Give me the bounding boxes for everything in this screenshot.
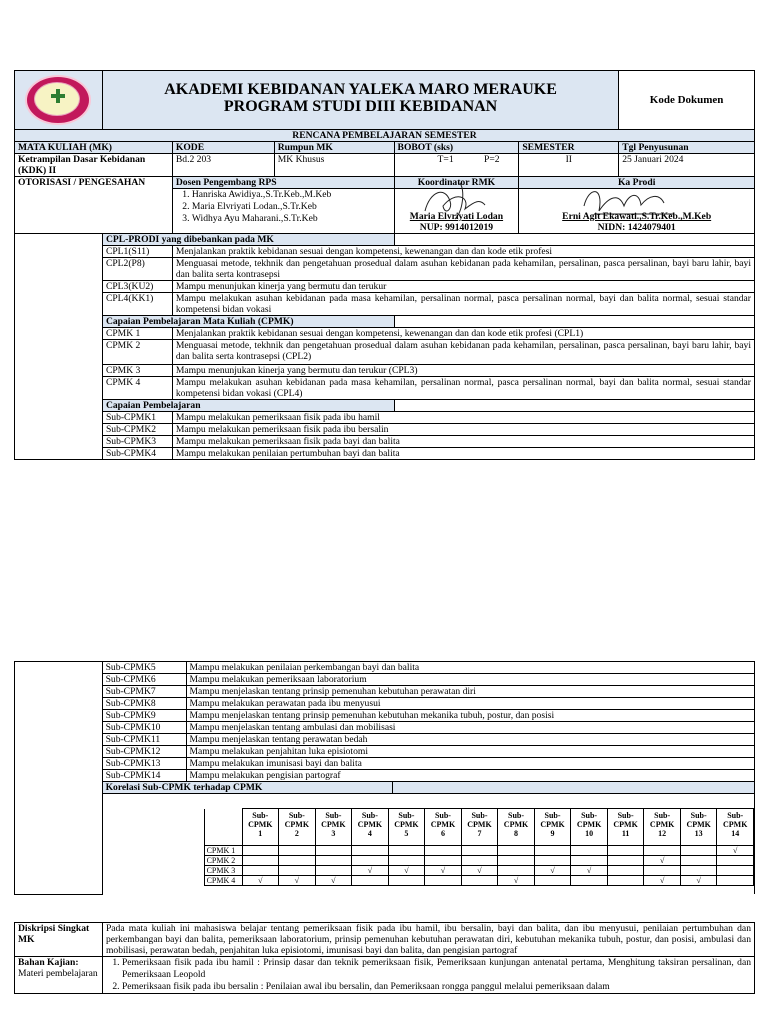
subcpmk-code: Sub-CPMK8 [102, 698, 186, 710]
subcpmk-code: Sub-CPMK1 [102, 412, 172, 424]
korelasi-cell [425, 866, 462, 876]
korelasi-cell [315, 856, 352, 866]
bahan-item: 2. Pemeriksaan fisik pada ibu bersalin : Penilaian awal ibu bersalin, dan Pemeriksaan rongga panggul melalui pemeriksaan dalam [122, 981, 751, 993]
check-icon: √ [294, 876, 300, 885]
dosen-item: 3. Widhya Ayu Maharani.,S.Tr.Keb [192, 213, 391, 225]
course-code: Bd.2 203 [172, 154, 274, 177]
korelasi-cell [498, 846, 535, 856]
korelasi-cell [534, 856, 571, 866]
korelasi-col-header: Sub- CPMK 13 [680, 809, 717, 846]
subcpmk-text: Mampu menjelaskan tentang ambulasi dan mobilisasi [186, 722, 754, 734]
cpl-text: Mampu menunjukan kinerja yang bermutu dan terukur [172, 281, 754, 293]
korelasi-row [204, 866, 753, 876]
check-icon: √ [440, 866, 446, 875]
korelasi-cell [571, 866, 608, 876]
cpmk-text: Mampu melakukan asuhan kebidanan pada masa kehamilan, persalinan normal, pasca persalinan normal, bayi dan balita normal, sesuai standar kompetensi bidan vokasi (CPL4) [172, 377, 754, 400]
korelasi-cell [242, 846, 279, 856]
doc-code-label: Kode Dokumen [619, 71, 755, 130]
korelasi-heading: Korelasi Sub-CPMK terhadap CPMK [103, 782, 393, 793]
korelasi-cell [425, 856, 462, 866]
subcpmk-code: Sub-CPMK14 [102, 770, 186, 782]
bobot-p: P=2 [484, 154, 500, 165]
korelasi-col-header: Sub- CPMK 14 [717, 809, 754, 846]
korelasi-cell [279, 866, 316, 876]
subcpmk-text: Mampu melakukan penjahitan luka episiotomi [186, 746, 754, 758]
korelasi-cell [352, 846, 389, 856]
korelasi-cell [717, 846, 754, 856]
dosen-list [176, 189, 391, 225]
korelasi-cell [279, 876, 316, 886]
left-blank-column [15, 234, 103, 460]
korelasi-cell [279, 846, 316, 856]
cpmk-code: CPMK 4 [102, 377, 172, 400]
subcpmk-text: Mampu melakukan imunisasi bayi dan balita [186, 758, 754, 770]
koordinator-name-block [395, 211, 519, 233]
korelasi-cell [315, 866, 352, 876]
subcpmk-text: Mampu melakukan pemeriksaan laboratorium [186, 674, 754, 686]
korelasi-cell [461, 846, 498, 856]
dosen-item: 1. Hanriska Awidiya.,S.Tr.Keb.,M.Keb [192, 189, 391, 201]
korelasi-col-header: Sub- CPMK 4 [352, 809, 389, 846]
korelasi-col-header: Sub- CPMK 7 [461, 809, 498, 846]
cpmk-code: CPMK 2 [102, 340, 172, 365]
korelasi-col-header: Sub- CPMK 10 [571, 809, 608, 846]
label-kode: KODE [172, 142, 274, 154]
dosen-item: 2. Maria Elvriyati Lodan.,S.Tr.Keb [192, 201, 391, 213]
korelasi-cell [644, 876, 681, 886]
korelasi-cell [534, 866, 571, 876]
subcpmk-code: Sub-CPMK2 [102, 424, 172, 436]
korelasi-row-label: CPMK 2 [204, 856, 242, 866]
label-tgl: Tgl Penyusunan [619, 142, 755, 154]
korelasi-col-header: Sub- CPMK 6 [425, 809, 462, 846]
bobot-t: T=1 [437, 154, 454, 165]
subcpmk-code: Sub-CPMK6 [102, 674, 186, 686]
korelasi-row [204, 846, 753, 856]
subcpmk-code: Sub-CPMK11 [102, 734, 186, 746]
check-icon: √ [659, 856, 665, 865]
korelasi-cell [607, 876, 644, 886]
kaprodi-label: Ka Prodi [519, 177, 755, 189]
check-icon: √ [513, 876, 519, 885]
korelasi-cell [680, 876, 717, 886]
dosen-label: Dosen Pengembang RPS [172, 177, 394, 189]
left-blank-column [15, 662, 103, 895]
subcpmk-text: Mampu melakukan pemeriksaan fisik pada ibu bersalin [172, 424, 754, 436]
korelasi-cell [352, 876, 389, 886]
subcpmk-text: Mampu menjelaskan tentang perawatan bedah [186, 734, 754, 746]
korelasi-cell [680, 866, 717, 876]
subcpmk-code: Sub-CPMK12 [102, 746, 186, 758]
otorisasi-label: OTORISASI / PENGESAHAN [15, 177, 173, 234]
korelasi-row [204, 876, 753, 886]
korelasi-header-row [204, 809, 753, 846]
cpmk-heading: Capaian Pembelajaran Mata Kuliah (CPMK) [102, 316, 394, 328]
cpl-code: CPL4(KK1) [102, 293, 172, 316]
korelasi-cell [388, 846, 425, 856]
bahan-label-cell [15, 957, 103, 994]
korelasi-col-header: Sub- CPMK 9 [534, 809, 571, 846]
korelasi-matrix-cell [102, 794, 754, 895]
bahan-sublabel: Materi pembelajaran [18, 968, 98, 979]
korelasi-col-header: Sub- CPMK 2 [279, 809, 316, 846]
korelasi-cell [498, 856, 535, 866]
subcpmk-text: Mampu melakukan perawatan pada ibu menyusui [186, 698, 754, 710]
korelasi-cell [717, 856, 754, 866]
korelasi-cell [242, 876, 279, 886]
check-icon: √ [477, 866, 482, 875]
cpl-code: CPL2(P8) [102, 258, 172, 281]
korelasi-cell [242, 856, 279, 866]
korelasi-cell [425, 846, 462, 856]
label-rumpun: Rumpun MK [274, 142, 394, 154]
subcpmk-text: Mampu melakukan pengisian partograf [186, 770, 754, 782]
korelasi-cell [461, 856, 498, 866]
logo-cell [15, 71, 103, 130]
cpmk-text: Mampu menunjukan kinerja yang bermutu dan terukur (CPL3) [172, 365, 754, 377]
cpl-text: Mampu melakukan asuhan kebidanan pada masa kehamilan, persalinan normal, pasca persalinan normal, bayi dan balita normal, sesuai standar kompetensi bidan vokasi [172, 293, 754, 316]
korelasi-cell [717, 876, 754, 886]
koordinator-label: Koordinator RMK [394, 177, 519, 189]
deskripsi-label: Diskripsi Singkat MK [15, 923, 103, 957]
check-icon: √ [331, 876, 336, 885]
korelasi-cell [461, 866, 498, 876]
kaprodi-name: Erni Agit Ekawati.,S.Tr.Keb.,M.Keb [562, 211, 712, 222]
korelasi-cell [315, 876, 352, 886]
kaprodi-name-block [519, 211, 754, 233]
label-bobot: BOBOT (sks) [394, 142, 519, 154]
subcpmk-heading: Capaian Pembelajaran [102, 400, 394, 412]
korelasi-cell [571, 856, 608, 866]
dosen-list-cell [172, 189, 394, 234]
cpmk-heading-blank [394, 316, 754, 328]
korelasi-cell [607, 846, 644, 856]
course-semester: II [519, 154, 619, 177]
korelasi-cell [717, 866, 754, 876]
korelasi-col-header: Sub- CPMK 11 [607, 809, 644, 846]
korelasi-cell [644, 846, 681, 856]
kaprodi-id: NIDN: 1424079401 [597, 222, 676, 233]
bahan-list [106, 957, 751, 993]
korelasi-cell [352, 856, 389, 866]
bahan-label: Bahan Kajian: [18, 957, 79, 968]
korelasi-row-label: CPMK 1 [204, 846, 242, 856]
korelasi-cell [534, 876, 571, 886]
subcpmk-code: Sub-CPMK10 [102, 722, 186, 734]
cpl-heading-blank [394, 234, 754, 246]
rps-title: RENCANA PEMBELAJARAN SEMESTER [15, 130, 755, 142]
label-mata-kuliah: MATA KULIAH (MK) [15, 142, 173, 154]
check-icon: √ [733, 846, 738, 855]
koordinator-name: Maria Elvriyati Lodan [409, 211, 504, 222]
subcpmk-code: Sub-CPMK5 [102, 662, 186, 674]
cpl-code: CPL3(KU2) [102, 281, 172, 293]
cpl-text: Menjalankan praktik kebidanan sesuai dengan kompetensi, kewenangan dan dan kode etik profesi [172, 246, 754, 258]
korelasi-corner [204, 809, 242, 846]
rps-table-page1 [14, 70, 755, 460]
subcpmk-text: Mampu menjelaskan tentang prinsip pemenuhan kebutuhan perawatan diri [186, 686, 754, 698]
check-icon: √ [696, 876, 701, 885]
korelasi-cell [571, 846, 608, 856]
korelasi-row [204, 856, 753, 866]
deskripsi-text: Pada mata kuliah ini mahasiswa belajar tentang pemeriksaan fisik pada ibu hamil, ibu bersalin, bayi dan balita, dan ibu menyusui, penilaian pertumbuhan dan perkembangan bayi dan balita, pemeriksaan laboratorium, prinsip pemenuhan kebutuhan perawatan diri, kebutuhan mekanika tubuh, postur, dan posisi, ambulasi dan mobilisasi, perawatan bedah, penjahitan luka episiotomi, imunisasi bayi dan balita, dan pengisian partograf [102, 923, 754, 957]
header-title-cell [102, 71, 618, 130]
check-icon: √ [586, 866, 592, 875]
subcpmk-text: Mampu menjelaskan tentang prinsip pemenuhan kebutuhan mekanika tubuh, postur, dan posisi [186, 710, 754, 722]
korelasi-row-label: CPMK 3 [204, 866, 242, 876]
course-date: 25 Januari 2024 [619, 154, 755, 177]
korelasi-row-label: CPMK 4 [204, 876, 242, 886]
cpmk-text: Menjalankan praktik kebidanan sesuai dengan kompetensi, kewenangan dan dan kode etik profesi (CPL1) [172, 328, 754, 340]
institution-name: AKADEMI KEBIDANAN YALEKA MARO MERAUKE [164, 81, 557, 98]
korelasi-cell [242, 866, 279, 876]
korelasi-cell [607, 866, 644, 876]
korelasi-matrix [204, 808, 754, 886]
subcpmk-text: Mampu melakukan penilaian pertumbuhan bayi dan balita [172, 448, 754, 460]
label-semester: SEMESTER [519, 142, 619, 154]
cpmk-code: CPMK 1 [102, 328, 172, 340]
korelasi-cell [498, 876, 535, 886]
kaprodi-signature [519, 189, 754, 233]
subcpmk-code: Sub-CPMK13 [102, 758, 186, 770]
korelasi-cell [461, 876, 498, 886]
kaprodi-signature-cell [519, 189, 755, 234]
subcpmk-text: Mampu melakukan penilaian perkembangan bayi dan balita [186, 662, 754, 674]
cpmk-code: CPMK 3 [102, 365, 172, 377]
course-rumpun: MK Khusus [274, 154, 394, 177]
korelasi-cell [388, 866, 425, 876]
check-icon: √ [659, 876, 665, 885]
korelasi-col-header: Sub- CPMK 1 [242, 809, 279, 846]
rps-table-page2 [14, 661, 755, 895]
korelasi-cell [279, 856, 316, 866]
korelasi-cell [607, 856, 644, 866]
subcpmk-heading-blank [394, 400, 754, 412]
koordinator-signature-cell [394, 189, 519, 234]
korelasi-cell [680, 856, 717, 866]
course-bobot [394, 154, 519, 177]
subcpmk-code: Sub-CPMK9 [102, 710, 186, 722]
koordinator-id: NUP: 9914012019 [419, 222, 494, 233]
korelasi-cell [315, 846, 352, 856]
subcpmk-text: Mampu melakukan pemeriksaan fisik pada ibu hamil [172, 412, 754, 424]
bahan-item: 1. Pemeriksaan fisik pada ibu hamil : Prinsip dasar dan teknik pemeriksaan fisik, Pemeriksaan kunjungan antenatal pertama, Menghitung taksiran persalinan, dan Pemeriksaan Leopold [122, 957, 751, 981]
cpmk-text: Menguasai metode, tekhnik dan pengetahuan prosedual dalam asuhan kebidanan pada kehamilan, persalinan, pasca persalinan, bayi baru lahir, bayi dan balita serta kontrasepsi (CPL2) [172, 340, 754, 365]
korelasi-cell [388, 876, 425, 886]
bahan-items-cell [102, 957, 754, 994]
korelasi-cell [644, 866, 681, 876]
korelasi-col-header: Sub- CPMK 12 [644, 809, 681, 846]
korelasi-cell [352, 866, 389, 876]
subcpmk-code: Sub-CPMK3 [102, 436, 172, 448]
check-icon: √ [258, 876, 263, 885]
subcpmk-code: Sub-CPMK7 [102, 686, 186, 698]
cpl-text: Menguasai metode, tekhnik dan pengetahuan prosedual dalam asuhan kebidanan pada kehamilan, persalinan, pasca persalinan, bayi baru lahir, bayi dan balita serta kontrasepsi [172, 258, 754, 281]
cpl-code: CPL1(S11) [102, 246, 172, 258]
program-name: PROGRAM STUDI DIII KEBIDANAN [223, 98, 498, 115]
korelasi-cell [680, 846, 717, 856]
korelasi-cell [388, 856, 425, 866]
check-icon: √ [550, 866, 555, 875]
rps-table-bottom [14, 922, 755, 994]
korelasi-cell [534, 846, 571, 856]
korelasi-cell [425, 876, 462, 886]
subcpmk-text: Mampu melakukan pemeriksaan fisik pada bayi dan balita [172, 436, 754, 448]
subcpmk-code: Sub-CPMK4 [102, 448, 172, 460]
korelasi-cell [644, 856, 681, 866]
cpl-heading: CPL-PRODI yang dibebankan pada MK [102, 234, 394, 246]
korelasi-cell [498, 866, 535, 876]
koordinator-signature [395, 189, 519, 233]
korelasi-cell [571, 876, 608, 886]
check-icon: √ [367, 866, 373, 875]
korelasi-col-header: Sub- CPMK 8 [498, 809, 535, 846]
check-icon: √ [404, 866, 409, 875]
course-name: Ketrampilan Dasar Kebidanan (KDK) II [15, 154, 173, 177]
korelasi-heading-cell [102, 782, 754, 794]
korelasi-col-header: Sub- CPMK 5 [388, 809, 425, 846]
institution-logo-icon [25, 75, 91, 125]
korelasi-col-header: Sub- CPMK 3 [315, 809, 352, 846]
